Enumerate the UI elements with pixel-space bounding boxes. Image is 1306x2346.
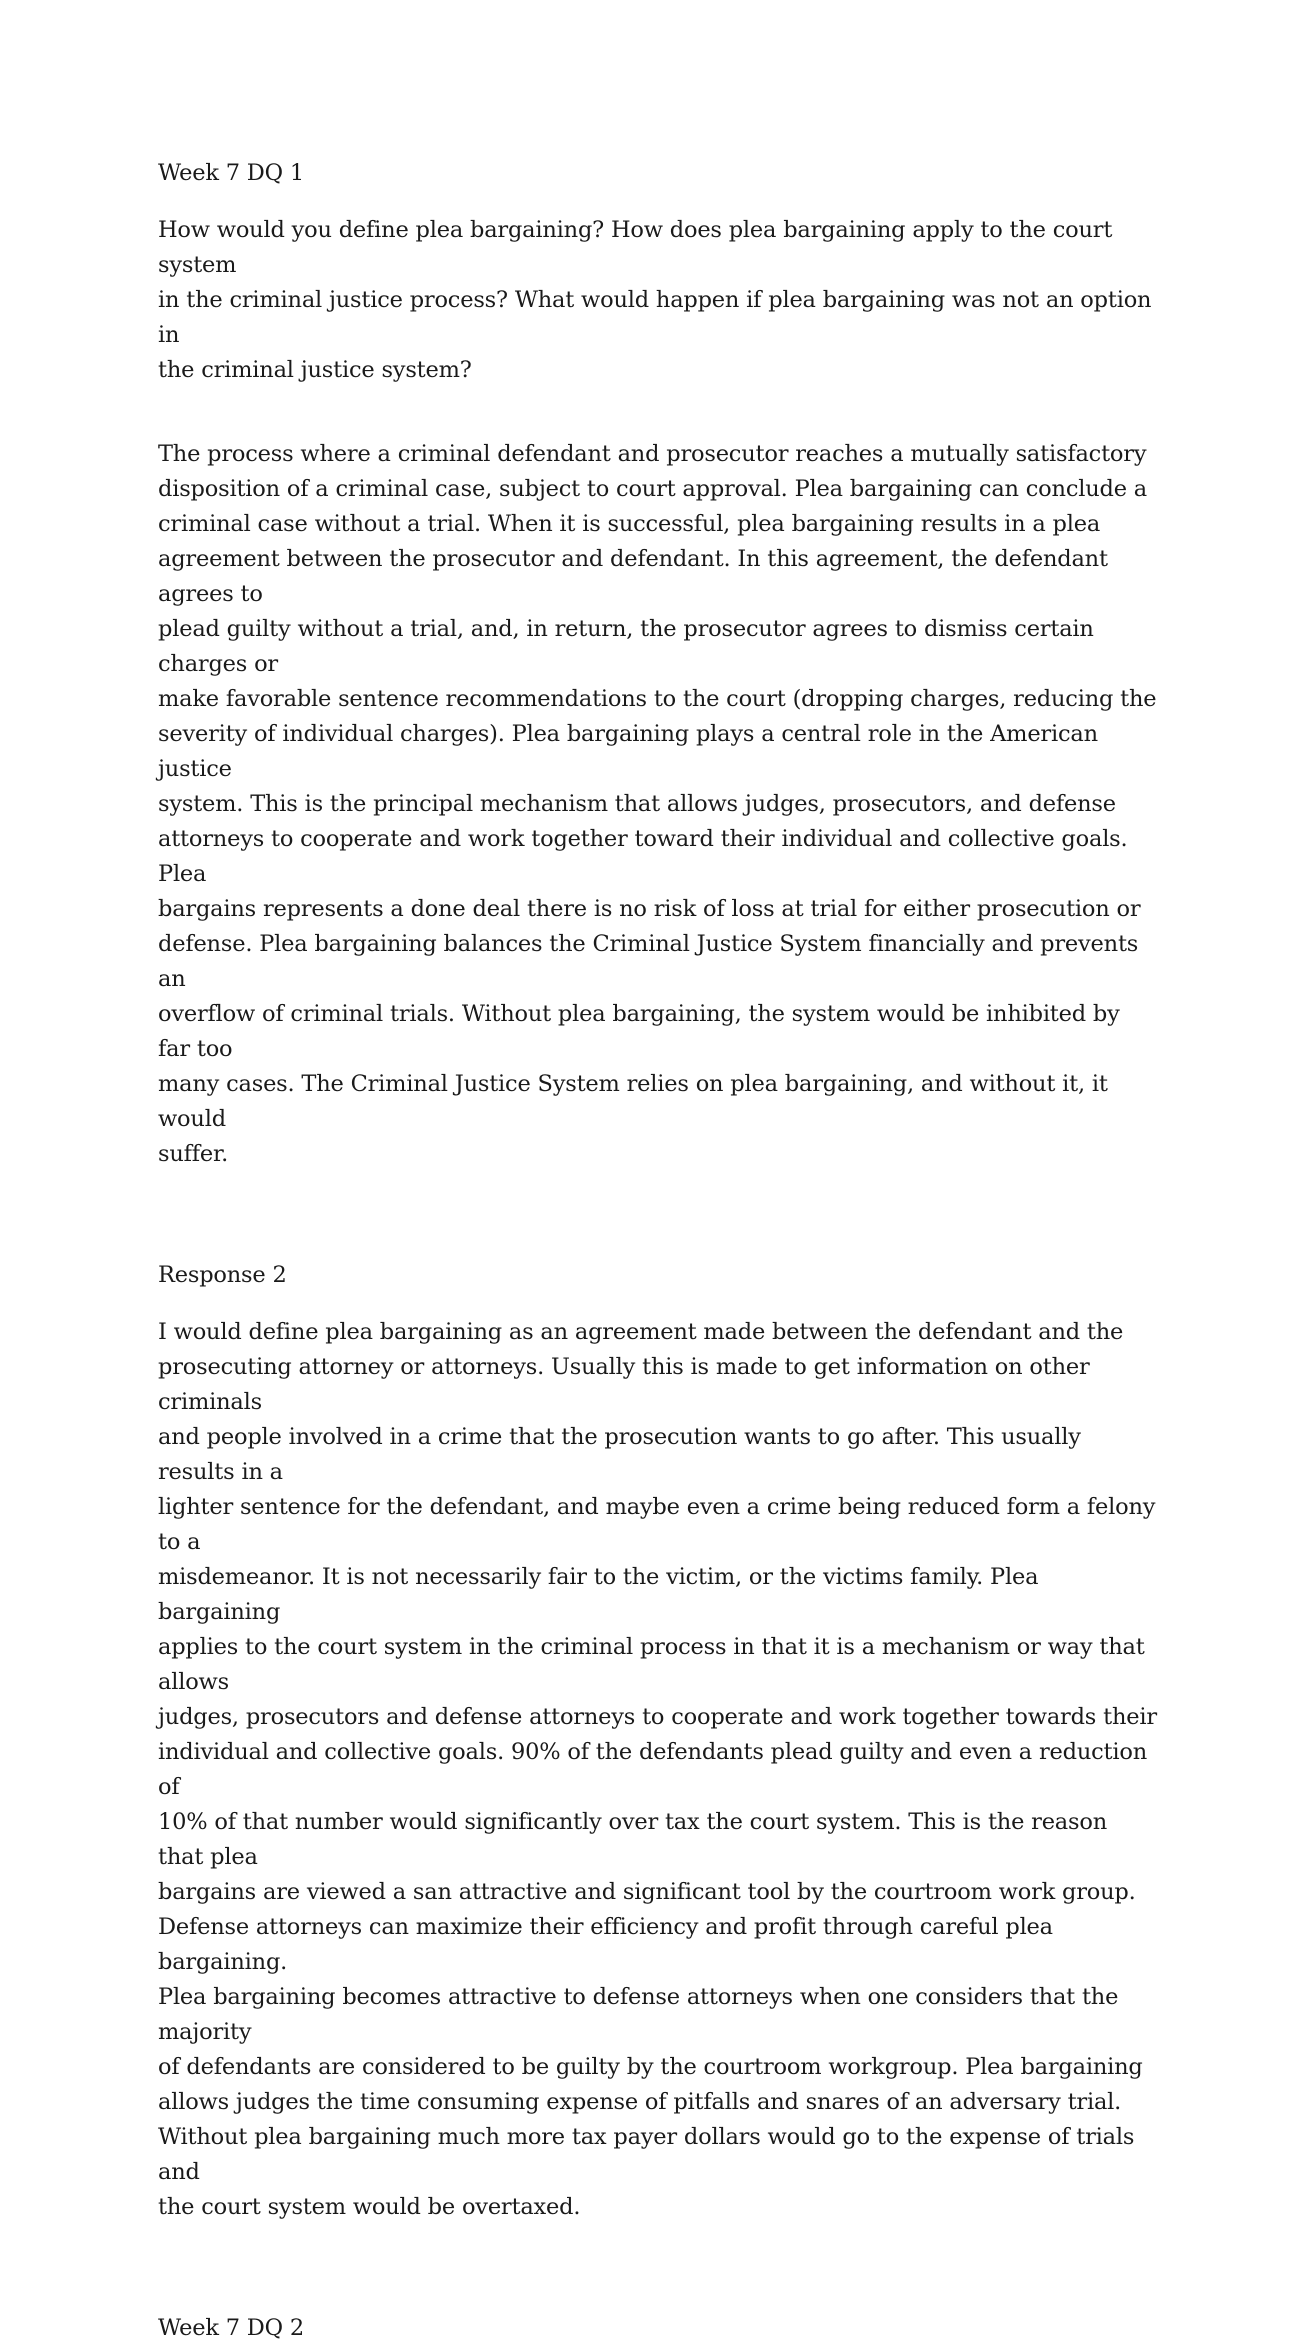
week7-dq1-heading: Week 7 DQ 1	[158, 160, 304, 186]
dq1-answer-paragraph: The process where a criminal defendant and prosecutor reaches a mutually satisfactory disposition of a criminal case, subject to court approval. Plea bargaining can conclude a criminal case without a trial. When it is successful, plea bargaining results in a plea agreement between the prosecutor and defendant. In this agreement, the defendant agrees to plead guilty without a trial, and, in return, the prosecutor agrees to dismiss certain charges or make favorable sentence recommendations to the court (dropping charges, reducing the severity of individual charges). Plea bargaining plays a central role in the American justice system. This is the principal mechanism that allows judges, prosecutors, and defense attorneys to cooperate and work together toward their individual and collective goals. Plea bargains represents a done deal there is no risk of loss at trial for either prosecution or defense. Plea bargaining balances the Criminal Justice System financially and prevents an overflow of criminal trials. Without plea bargaining, the system would be inhibited by far too many cases. The Criminal Justice System relies on plea bargaining, and without it, it would suffer.	[158, 441, 1157, 1167]
document-body	[158, 156, 1158, 2346]
response-2-paragraph: I would define plea bargaining as an agreement made between the defendant and the prosecuting attorney or attorneys. Usually this is made to get information on other criminals and people involved in a crime that the prosecution wants to go after. This usually results in a lighter sentence for the defendant, and maybe even a crime being reduced form a felony to a misdemeanor. It is not necessarily fair to the victim, or the victims family. Plea bargaining applies to the court system in the criminal process in that it is a mechanism or way that allows judges, prosecutors and defense attorneys to cooperate and work together towards their individual and collective goals. 90% of the defendants plead guilty and even a reduction of 10% of that number would significantly over tax the court system. This is the reason that plea bargains are viewed a san attractive and significant tool by the courtroom work group. Defense attorneys can maximize their efficiency and profit through careful plea bargaining. Plea bargaining becomes attractive to defense attorneys when one considers that the majority of defendants are considered to be guilty by the courtroom workgroup. Plea bargaining allows judges the time consuming expense of pitfalls and snares of an adversary trial. Without plea bargaining much more tax payer dollars would go to the expense of trials and the court system would be overtaxed.	[158, 1319, 1157, 2220]
week7-dq2-heading: Week 7 DQ 2	[158, 2315, 304, 2341]
dq1-question-paragraph: How would you define plea bargaining? How does plea bargaining apply to the court system in the criminal justice process? What would happen if plea bargaining was not an option in the criminal justice system?	[158, 217, 1152, 383]
response-2-heading: Response 2	[158, 1262, 287, 1288]
